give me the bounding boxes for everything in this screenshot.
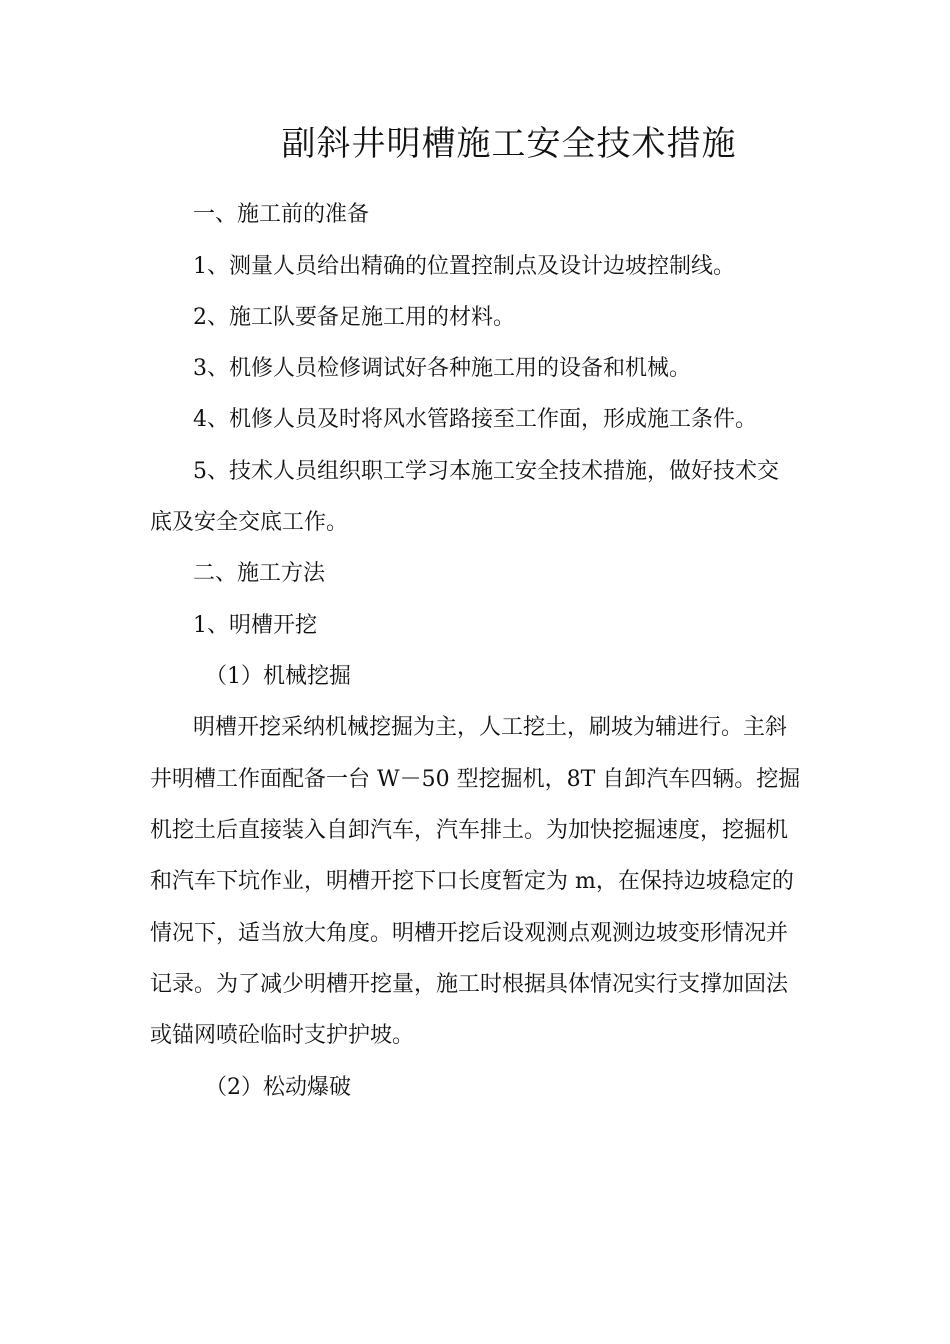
paragraph-line-4: 和汽车下坑作业，明槽开挖下口长度暂定为 m，在保持边坡稳定的 (150, 869, 794, 894)
paragraph-item-4: 4、机修人员及时将风水管路接至工作面，形成施工条件。 (193, 407, 757, 432)
paragraph-item-5-line-2: 底及安全交底工作。 (150, 510, 349, 535)
paragraph-line-1: 明槽开挖采纳机械挖掘为主，人工挖土，刷坡为辅进行。主斜 (193, 715, 788, 740)
subsubsection-heading-mechanical: （1）机械挖掘 (205, 664, 351, 689)
section-heading-method: 二、施工方法 (193, 561, 326, 586)
paragraph-item-1: 1、测量人员给出精确的位置控制点及设计边坡控制线。 (193, 254, 735, 279)
paragraph-line-3: 机挖土后直接装入自卸汽车，汽车排土。为加快挖掘速度，挖掘机 (150, 818, 789, 843)
paragraph-item-3: 3、机修人员检修调试好各种施工用的设备和机械。 (193, 356, 691, 381)
section-heading-preparation: 一、施工前的准备 (193, 202, 370, 227)
paragraph-item-5-line-1: 5、技术人员组织职工学习本施工安全技术措施，做好技术交 (193, 459, 779, 484)
paragraph-line-2: 井明槽工作面配备一台 W－50 型挖掘机，8T 自卸汽车四辆。挖掘 (150, 767, 801, 792)
paragraph-line-7: 或锚网喷砼临时支护护坡。 (150, 1023, 415, 1048)
document-title: 副斜井明槽施工安全技术措施 (281, 124, 737, 164)
subsection-heading-excavation: 1、明槽开挖 (193, 613, 317, 638)
subsubsection-heading-blasting: （2）松动爆破 (205, 1075, 351, 1100)
paragraph-line-5: 情况下，适当放大角度。明槽开挖后设观测点观测边坡变形情况并 (150, 921, 789, 946)
paragraph-line-6: 记录。为了减少明槽开挖量，施工时根据具体情况实行支撑加固法 (150, 972, 789, 997)
paragraph-item-2: 2、施工队要备足施工用的材料。 (193, 305, 515, 330)
